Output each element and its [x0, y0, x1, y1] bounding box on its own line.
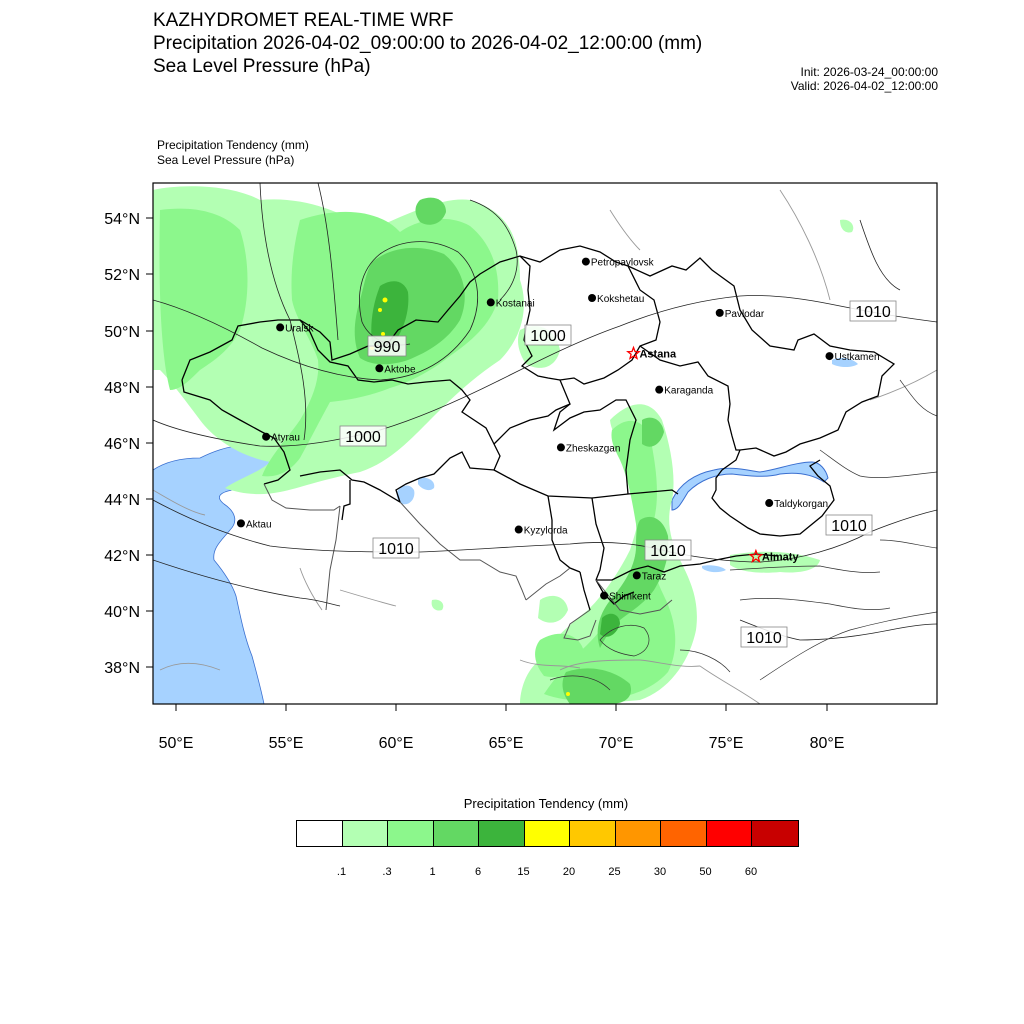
city-marker — [588, 294, 644, 305]
svg-text:1000: 1000 — [530, 328, 566, 345]
colorbar-label: 30 — [653, 866, 667, 878]
isobar-label — [340, 426, 386, 446]
colorbar-label: 25 — [608, 866, 621, 878]
colorbar-label: 15 — [517, 866, 530, 878]
slp-title: Sea Level Pressure (hPa) — [153, 56, 371, 77]
city-dot — [557, 443, 565, 451]
lake-ik — [702, 565, 726, 572]
colorbar-label: .1 — [336, 866, 347, 878]
colorbar-swatch — [388, 821, 434, 846]
city-dot — [375, 364, 383, 372]
capital-label: Almaty — [761, 551, 799, 564]
colorbar-label: 50 — [699, 866, 712, 878]
svg-text:1000: 1000 — [345, 429, 381, 446]
city-dot — [765, 499, 773, 507]
lat-tick-label: 54°N — [104, 211, 140, 228]
isobar-label — [741, 627, 787, 647]
city-marker — [515, 526, 568, 537]
city-label: Karaganda — [664, 385, 714, 397]
panel-label-slp: Sea Level Pressure (hPa) — [157, 153, 295, 167]
city-dot — [716, 309, 724, 317]
city-label: Aktau — [245, 519, 272, 531]
colorbar — [296, 820, 799, 847]
lon-tick-label: 50°E — [158, 735, 194, 752]
lat-tick-label: 44°N — [104, 492, 140, 509]
city-marker — [716, 309, 765, 320]
panel-label-precip: Precipitation Tendency (mm) — [157, 138, 309, 152]
city-marker — [825, 352, 879, 363]
colorbar-label: 1 — [429, 866, 436, 878]
colorbar-swatch — [616, 821, 662, 846]
colorbar-title: Precipitation Tendency (mm) — [463, 796, 629, 811]
colorbar-swatch — [343, 821, 389, 846]
city-dot — [588, 294, 596, 302]
lat-tick-label: 38°N — [104, 660, 140, 677]
lat-tick-marks — [146, 218, 153, 667]
city-label: Taraz — [641, 571, 667, 583]
colorbar-swatch — [525, 821, 571, 846]
capital-label: Astana — [639, 348, 677, 361]
lon-tick-label: 70°E — [598, 735, 634, 752]
lat-tick-label: 50°N — [104, 324, 140, 341]
colorbar-swatch — [434, 821, 480, 846]
init-time: Init: 2026-03-24_00:00:00 — [800, 65, 938, 79]
valid-time: Valid: 2026-04-02_12:00:00 — [790, 79, 938, 93]
city-label: Kokshetau — [597, 294, 645, 306]
city-label: Taldykorgan — [774, 499, 829, 511]
precip-light — [153, 186, 853, 704]
colorbar-swatch — [570, 821, 616, 846]
city-marker — [765, 499, 828, 510]
lat-tick-label: 40°N — [104, 604, 140, 621]
city-dot — [487, 298, 495, 306]
city-dot — [276, 323, 284, 331]
lon-tick-label: 65°E — [488, 735, 524, 752]
isobar-label — [525, 325, 571, 345]
city-dot — [655, 386, 663, 394]
svg-text:1010: 1010 — [831, 518, 867, 535]
colorbar-labels — [296, 866, 796, 880]
city-label: Kostanai — [495, 298, 535, 310]
city-marker — [582, 258, 655, 269]
city-label: Aktobe — [384, 364, 416, 376]
city-dot — [515, 526, 523, 534]
colorbar-swatch — [297, 821, 343, 846]
colorbar-swatch — [752, 821, 798, 846]
colorbar-label: 20 — [562, 866, 576, 878]
city-label: Shimkent — [609, 591, 651, 603]
colorbar-swatch — [479, 821, 525, 846]
lon-tick-label: 60°E — [378, 735, 414, 752]
city-label: Petropavlovsk — [590, 257, 654, 269]
city-dot — [633, 571, 641, 579]
city-label: Uralsk — [285, 323, 314, 335]
city-label: Pavlodar — [724, 308, 765, 320]
city-label: Kyzylorda — [523, 525, 568, 537]
city-label: Atyrau — [271, 432, 301, 444]
svg-text:1010: 1010 — [855, 304, 891, 321]
isobar-label — [368, 336, 406, 356]
city-label: Zheskazgan — [565, 443, 621, 455]
colorbar-label: 60 — [744, 866, 758, 878]
lat-tick-label: 52°N — [104, 267, 140, 284]
colorbar-swatch — [707, 821, 753, 846]
lon-tick-label: 55°E — [268, 735, 304, 752]
svg-text:1010: 1010 — [378, 541, 414, 558]
svg-text:990: 990 — [373, 339, 401, 356]
city-marker — [655, 386, 713, 397]
lon-tick-label: 80°E — [809, 735, 845, 752]
city-dot — [600, 592, 608, 600]
colorbar-label: .3 — [382, 866, 392, 878]
map-title: KAZHYDROMET REAL-TIME WRF — [153, 10, 454, 31]
colorbar-swatch — [661, 821, 707, 846]
colorbar-label: 6 — [474, 866, 482, 878]
isobar-label — [826, 515, 872, 535]
lat-tick-label: 48°N — [104, 380, 140, 397]
svg-text:1010: 1010 — [746, 630, 782, 647]
lat-tick-label: 46°N — [104, 436, 140, 453]
lon-tick-marks — [176, 704, 827, 711]
precip-period-title: Precipitation 2026-04-02_09:00:00 to 2026-04-02_12:00:00 (mm) — [153, 33, 703, 54]
city-dot — [237, 519, 245, 527]
isobar-label — [373, 538, 419, 558]
city-dot — [825, 352, 833, 360]
isobar-label — [645, 540, 691, 560]
lon-tick-label: 75°E — [708, 735, 744, 752]
city-dot — [582, 258, 590, 266]
aral-sea-north — [418, 477, 434, 490]
city-label: Ustkamen — [834, 352, 880, 364]
isobar-label — [850, 301, 896, 321]
city-marker — [237, 519, 272, 530]
city-dot — [262, 433, 270, 441]
svg-text:1010: 1010 — [650, 543, 686, 560]
city-marker — [557, 443, 620, 454]
lat-tick-label: 42°N — [104, 548, 140, 565]
